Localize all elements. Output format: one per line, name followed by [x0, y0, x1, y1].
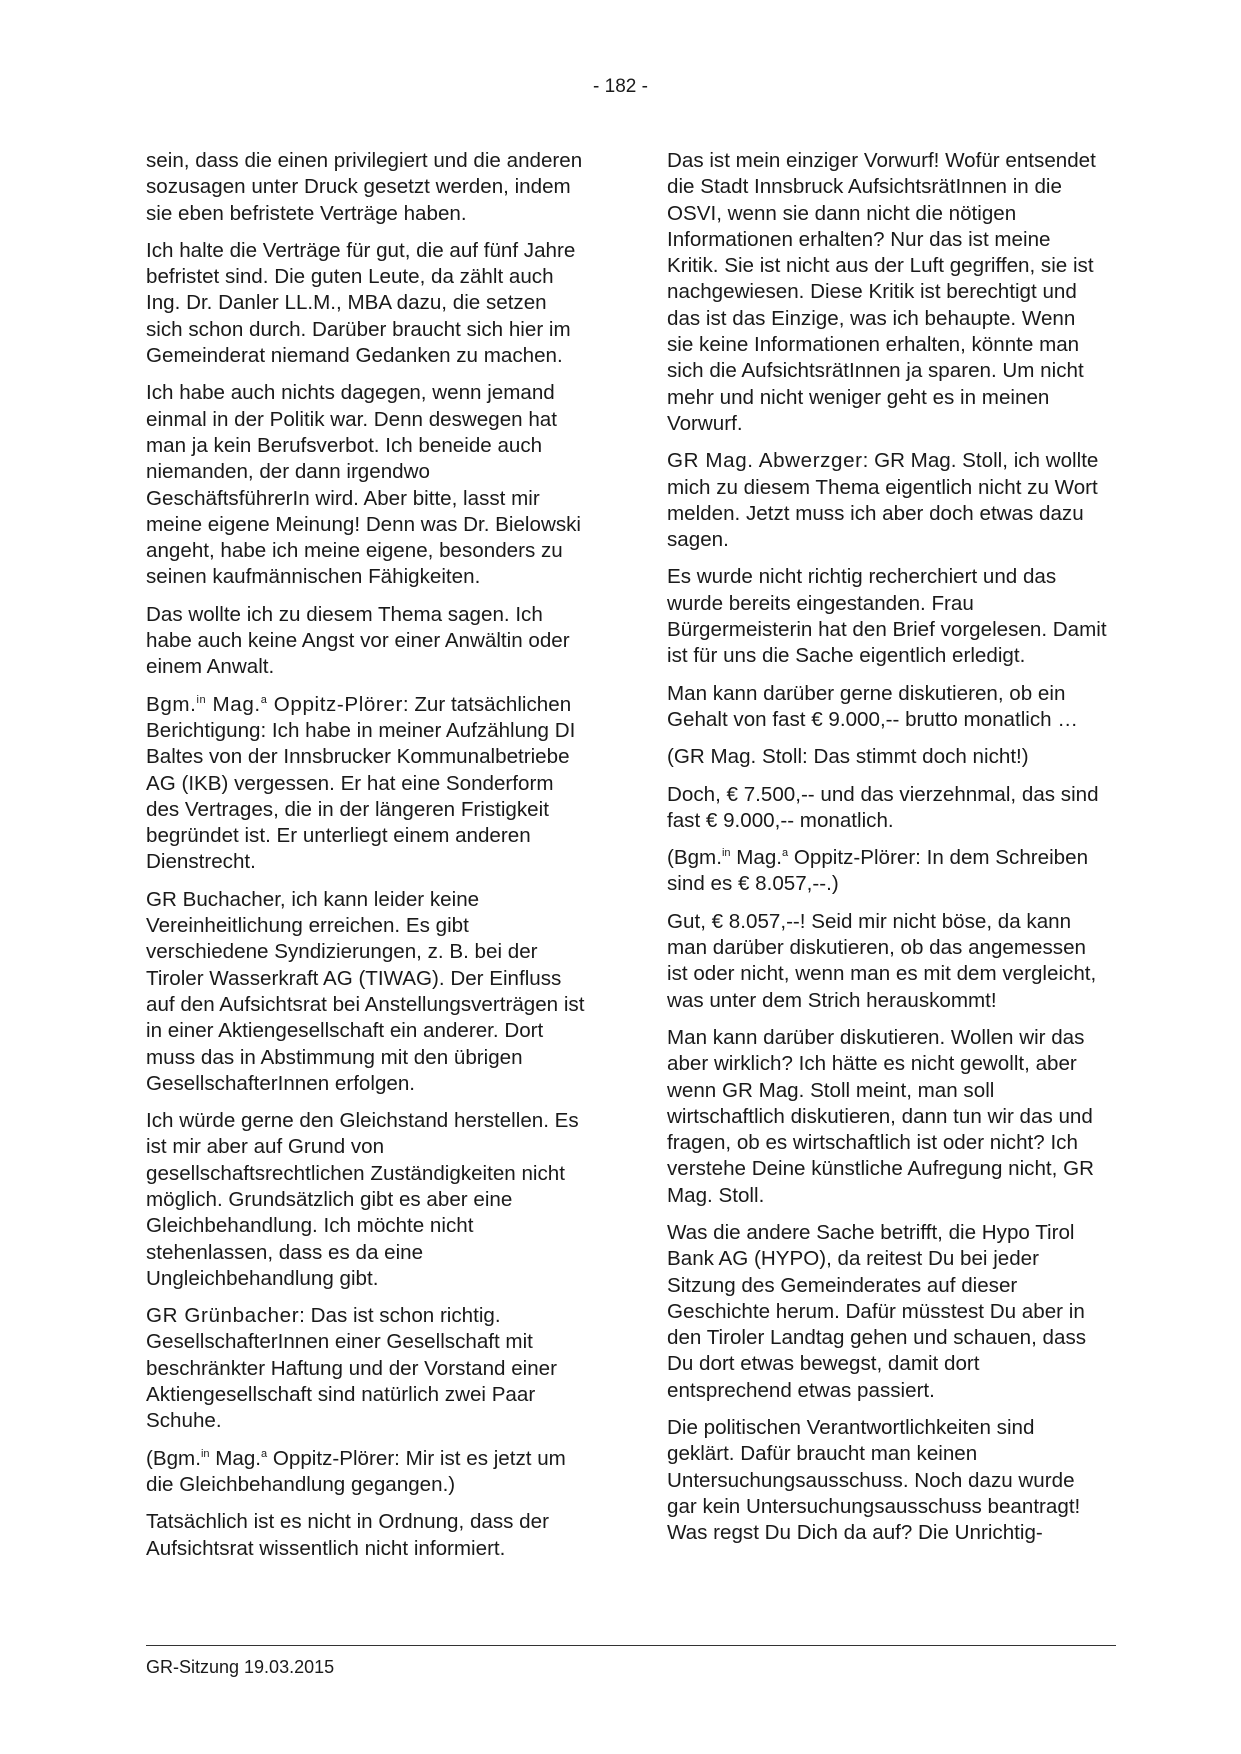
- speaker-paragraph: [146, 692, 586, 876]
- paragraph: Die politischen Verantwortlichkeiten sind geklärt. Dafür braucht man keinen Untersuchungsausschuss. Noch dazu wurde gar kein Untersuchungsausschuss beantragt! Was regst Du Dich da auf? Die Unrichtig-: [667, 1416, 1081, 1545]
- paragraph: Doch, € 7.500,-- und das vierzehnmal, das sind fast € 9.000,-- monatlich.: [667, 782, 1099, 832]
- interjection: (Bgm.$^{in}$ Mag.$^a$ Oppitz-Plörer: In dem Schreiben sind es € 8.057,--.): [667, 846, 1089, 896]
- paragraph: Das ist mein einziger Vorwurf! Wofür entsendet die Stadt Innsbruck AufsichtsrätInnen in die OSVI, wenn sie dann nicht die nötigen Informationen erhalten? Nur das ist meine Kritik. Sie ist nicht aus der Luft gegriffen, sie ist nachgewiesen. Diese Kritik ist berechtigt und das ist das Einzige, was ich behaupte. Wenn sie keine Informationen erhalten, könnte man sich die AufsichtsrätInnen ja sparen. Um nicht mehr und nicht weniger geht es in meinen Vorwurf.: [667, 149, 1096, 435]
- interjection: (Bgm.$^{in}$ Mag.$^a$ Oppitz-Plörer: Mir ist es jetzt um die Gleichbehandlung gegangen.): [146, 1446, 566, 1496]
- paragraph: Das wollte ich zu diesem Thema sagen. Ich habe auch keine Angst vor einer Anwältin oder einem Anwalt.: [146, 602, 570, 679]
- speech-text: : Das ist schon richtig. GesellschafterInnen einer Gesellschaft mit beschränkter Haftung und der Vorstand einer Aktiengesellschaft sind natürlich zwei Paar Schuhe.: [146, 1304, 557, 1433]
- paragraph: Es wurde nicht richtig recherchiert und das wurde bereits eingestanden. Frau Bürgermeisterin hat den Brief vorgelesen. Damit ist für uns die Sache eigentlich erledigt.: [667, 565, 1107, 668]
- right-column: [667, 148, 1107, 1558]
- footer-divider: [146, 1645, 1116, 1646]
- speaker-paragraph: [146, 1303, 586, 1434]
- paragraph: Was die andere Sache betrifft, die Hypo Tirol Bank AG (HYPO), da reitest Du bei jeder Sitzung des Gemeinderates auf dieser Geschichte herum. Dafür müsstest Du aber in den Tiroler Landtag gehen und schauen, dass Du dort etwas bewegst, damit dort entsprechend etwas passiert.: [667, 1220, 1087, 1402]
- speaker-name: Bgm.$^{in}$ Mag.$^a$ Oppitz-Plörer: [146, 692, 403, 716]
- speaker-name: GR Grünbacher: [146, 1304, 300, 1328]
- paragraph: Man kann darüber diskutieren. Wollen wir das aber wirklich? Ich hätte es nicht gewollt, aber wenn GR Mag. Stoll meint, man soll wirtschaftlich diskutieren, dann tun wir das und fragen, ob es wirtschaftlich ist oder nicht? Ich verstehe Deine künstliche Aufregung nicht, GR Mag. Stoll.: [667, 1025, 1094, 1207]
- paragraph: sein, dass die einen privilegiert und die anderen sozusagen unter Druck gesetzt werden, indem sie eben befristete Verträge haben.: [146, 149, 583, 225]
- paragraph: Tatsächlich ist es nicht in Ordnung, dass der Aufsichtsrat wissentlich nicht informiert.: [146, 1510, 549, 1560]
- paragraph: GR Buchacher, ich kann leider keine Vereinheitlichung erreichen. Es gibt verschiedene Syndizierungen, z. B. bei der Tiroler Wasserkraft AG (TIWAG). Der Einfluss auf den Aufsichtsrat bei Anstellungsverträgen ist in einer Aktiengesellschaft ein anderer. Dort muss das in Abstimmung mit den übrigen GesellschafterInnen erfolgen.: [146, 887, 585, 1095]
- page-number: - 182 -: [593, 76, 648, 97]
- speaker-paragraph: [667, 448, 1107, 553]
- paragraph: Ich habe auch nichts dagegen, wenn jemand einmal in der Politik war. Denn deswegen hat man ja kein Berufsverbot. Ich beneide auch niemanden, der dann irgendwo GeschäftsführerIn wird. Aber bitte, lasst mir meine eigene Meinung! Denn was Dr. Bielowski angeht, habe ich meine eigene, besonders zu seinen kaufmännischen Fähigkeiten.: [146, 381, 581, 589]
- left-column: [146, 148, 586, 1573]
- paragraph: Ich würde gerne den Gleichstand herstellen. Es ist mir aber auf Grund von gesellschaftsrechtlichen Zuständigkeiten nicht möglich. Grundsätzlich gibt es aber eine Gleichbehandlung. Ich möchte nicht stehenlassen, dass es da eine Ungleichbehandlung gibt.: [146, 1109, 579, 1290]
- speaker-name: GR Mag. Abwerzger: [667, 449, 863, 473]
- interjection: (GR Mag. Stoll: Das stimmt doch nicht!): [667, 745, 1029, 769]
- paragraph: Ich halte die Verträge für gut, die auf fünf Jahre befristet sind. Die guten Leute, da zählt auch Ing. Dr. Danler LL.M., MBA dazu, die setzen sich schon durch. Darüber braucht sich hier im Gemeinderat niemand Gedanken zu machen.: [146, 238, 576, 368]
- speech-text: : GR Mag. Stoll, ich wollte mich zu diesem Thema eigentlich nicht zu Wort melden. Jetzt muss ich aber doch etwas dazu sagen.: [667, 449, 1099, 552]
- speech-text: : Zur tatsächlichen Berichtigung: Ich habe in meiner Aufzählung DI Baltes von der Innsbrucker Kommunalbetriebe AG (IKB) vergessen. Er hat eine Sonderform des Vertrages, die in der längeren Fristigkeit begründet ist. Er unterliegt einem anderen Dienstrecht.: [146, 692, 576, 874]
- paragraph: Man kann darüber gerne diskutieren, ob ein Gehalt von fast € 9.000,-- brutto monatlich …: [667, 681, 1078, 731]
- footer-session-date: GR-Sitzung 19.03.2015: [146, 1657, 335, 1677]
- paragraph: Gut, € 8.057,--! Seid mir nicht böse, da kann man darüber diskutieren, ob das angemessen ist oder nicht, wenn man es mit dem vergleicht, was unter dem Strich herauskommt!: [667, 909, 1097, 1012]
